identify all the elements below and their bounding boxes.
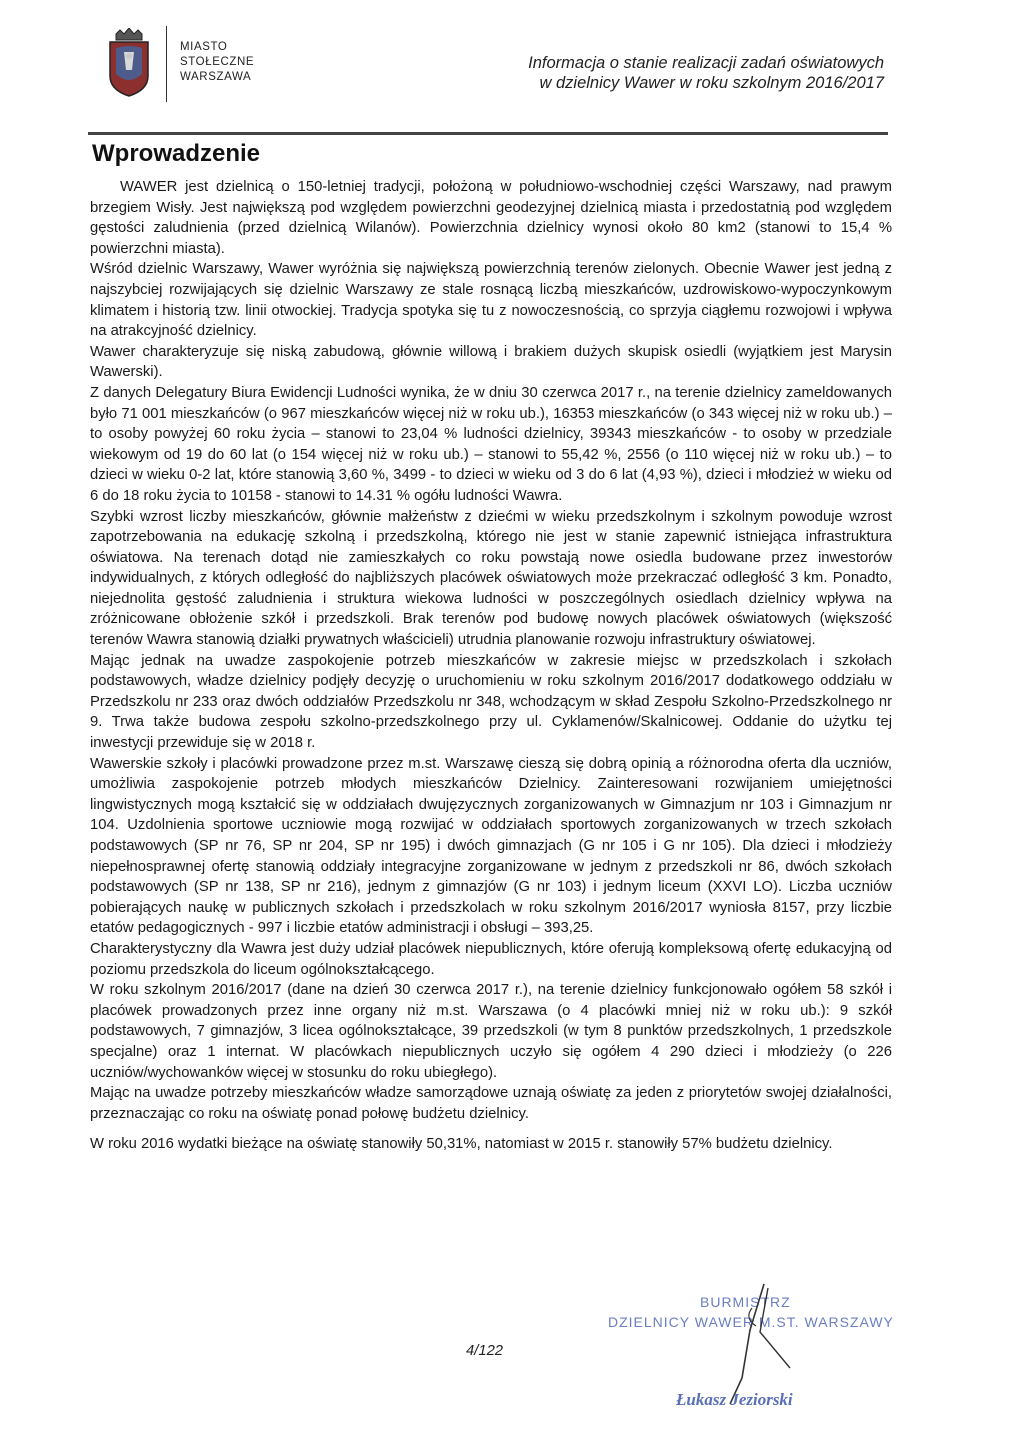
paragraph: W roku szkolnym 2016/2017 (dane na dzień 30 czerwca 2017 r.), na terenie dzielnicy funkcjonowało ogółem 58 szkół i placówek prowadzonych przez inne organy niż m.st. Warszawa (o 4 placówki mniej niż w roku ub.): 9 szkół podstawowych, 7 gimnazjów, 3 licea ogólnokształcące, 39 przedszkoli (w tym 8 punktów przedszkolnych, 1 przedszkole specjalne) oraz 1 internat. W placówkach niepublicznych uczyło się ogółem 4 290 dzieci i młodzieży (o 226 uczniów/wychowanków więcej w stosunku do roku ubiegłego).: [90, 982, 892, 1081]
stamp-subtitle: DZIELNICY WAWER M.ST. WARSZAWY: [608, 1314, 894, 1330]
logo-divider: [166, 26, 167, 102]
paragraph: Z danych Delegatury Biura Ewidencji Ludności wynika, że w dniu 30 czerwca 2017 r., na terenie dzielnicy zameldowanych było 71 001 mieszkańców (o 967 mieszkańców więcej niż w roku ub.), 16353 mieszkańców (o 343 więcej niż w roku ub.) – to osoby powyżej 60 roku życia – stanowi to 23,04 % ludności dzielnicy, 39343 mieszkańców - to osoby w przedziale wiekowym od 19 do 60 lat (o 154 więcej niż w roku ub.) – stanowi to 55,42 %, 2556 (o 110 więcej niż w roku ub.) – to dzieci w wieku 0-2 lat, które stanowią 3,60 %, 3499 - to dzieci w wieku od 3 do 6 lat (4,93 %), dzieci i młodzież w wieku od 6 do 18 roku życia to 10158 - stanowi to 14.31 % ogółu ludności Wawra.: [90, 384, 892, 504]
paragraph: Szybki wzrost liczby mieszkańców, głównie małżeństw z dziećmi w wieku przedszkolnym i szkolnym powoduje wzrost zapotrzebowania na edukację szkolną i przedszkolną, którego nie jest w stanie zapewnić istniejąca infrastruktura oświatowa. Na terenach dotąd nie zamieszkałych co roku powstają nowe osiedla budowane przez inwestorów indywidualnych, z których odległość do najbliższych placówek oświatowych może przekraczać odległość 3 km. Ponadto, niejednolita gęstość zaludnienia i struktura wiekowa ludności w poszczególnych osiedlach dzielnicy wpływa na zróżnicowane obłożenie szkół i przedszkoli. Brak terenów pod budowę nowych placówek oświatowych (większość terenów Wawra stanowią działki prywatnych właścicieli) utrudnia planowanie rozwoju infrastruktury oświatowej.: [90, 508, 892, 649]
signature-mark: [672, 1278, 802, 1408]
warsaw-crest-icon: [106, 28, 152, 98]
page-number: 4/122: [466, 1343, 504, 1359]
logo-line-3: WARSZAWA: [180, 71, 252, 83]
paragraph: Wawer charakteryzuje się niską zabudową, głównie willową i brakiem dużych skupisk osiedli (wyjątkiem jest Marysin Wawerski).: [90, 343, 892, 381]
document-header-title: [528, 53, 884, 93]
body-text: [90, 177, 892, 1155]
paragraph: W roku 2016 wydatki bieżące na oświatę stanowiły 50,31%, natomiast w 2015 r. stanowiły 57% budżetu dzielnicy.: [90, 1136, 833, 1153]
paragraph: Wśród dzielnic Warszawy, Wawer wyróżnia się największą powierzchnią terenów zielonych. Obecnie Wawer jest jedną z najszybciej rozwijających się dzielnic Warszawy ze stale rosnącą liczbą mieszkańców, uzdrowiskowo-wypoczynkowym klimatem i historią tzw. linii otwockiej. Tradycja spotyka się tu z nowoczesnością, co sprzyja ciągłemu rozwojowi i wpływa na atrakcyjność dzielnicy.: [90, 261, 892, 340]
logo-line-1: MIASTO: [180, 41, 228, 53]
header-title-line-1: Informacja o stanie realizacji zadań oświatowych: [528, 54, 884, 72]
stamp-signer-name: Łukasz Jeziorski: [676, 1390, 793, 1409]
section-title: Wprowadzenie: [92, 140, 261, 167]
paragraph: Wawerskie szkoły i placówki prowadzone przez m.st. Warszawę cieszą się dobrą opinią a różnorodna oferta dla uczniów, umożliwia zaspokojenie potrzeb młodych mieszkańców Dzielnicy. Zainteresowani rozwijaniem umiejętności lingwistycznych mogą kształcić się w oddziałach dwujęzycznych zorganizowanych w Gimnazjum nr 103 i Gimnazjum nr 104. Uzdolnienia sportowe uczniowie mogą rozwijać w oddziałach sportowych zorganizowanych w trzech szkołach podstawowych (SP nr 76, SP nr 204, SP nr 195) i dwóch gimnazjach (G nr 105 i G nr 105). Dla dzieci i młodzieży niepełnosprawnej ofertę stanowią oddziały integracyjne zorganizowane w jednym z przedszkoli nr 86, dwóch szkołach podstawowych (SP nr 138, SP nr 216), jednym z gimnazjów (G nr 103) i jednym liceum (XXVI LO). Liczba uczniów pobierających naukę w publicznych szkołach i przedszkolach w roku szkolnym 2016/2017 wyniosła 8157, przy liczbie etatów pedagogicznych - 997 i liczbie etatów administracji i obsługi – 393,25.: [90, 755, 892, 937]
city-logo-text: [180, 40, 254, 85]
paragraph: Mając na uwadze potrzeby mieszkańców władze samorządowe uznają oświatę za jeden z priorytetów swojej działalności, przeznaczając co roku na oświatę ponad połowę budżetu dzielnicy.: [90, 1085, 892, 1122]
header-rule: [88, 132, 888, 135]
stamp-title: BURMISTRZ: [700, 1294, 791, 1310]
logo-line-2: STOŁECZNE: [180, 56, 255, 68]
header-title-line-2: w dzielnicy Wawer w roku szkolnym 2016/2017: [539, 74, 884, 92]
paragraph: Charakterystyczny dla Wawra jest duży udział placówek niepublicznych, które oferują kompleksową ofertę edukacyjną od poziomu przedszkola do liceum ogólnokształcącego.: [90, 940, 892, 978]
paragraph: Mając jednak na uwadze zaspokojenie potrzeb mieszkańców w zakresie miejsc w przedszkolach i szkołach podstawowych, władze dzielnicy podjęły decyzję o uruchomieniu w roku szkolnym 2016/2017 dodatkowego oddziału w Przedszkolu nr 233 oraz dwóch oddziałów Przedszkolu nr 348, wchodzącym w skład Zespołu Szkolno-Przedszkolnego nr 9. Trwa także budowa zespołu szkolno-przedszkolnego przy ul. Cyklamenów/Skalnicowej. Oddanie do użytku tej inwestycji przewiduje się w 2018 r.: [90, 652, 892, 752]
paragraph: WAWER jest dzielnicą o 150-letniej tradycji, położoną w południowo-wschodniej części Warszawy, nad prawym brzegiem Wisły. Jest największą pod względem powierzchni geodezyjnej dzielnicą miasta i przedostatnią pod względem gęstości zaludnienia (przed dzielnicą Wilanów). Powierzchnia dzielnicy wynosi około 80 km2 (stanowi to 15,4 % powierzchni miasta).: [90, 179, 892, 257]
